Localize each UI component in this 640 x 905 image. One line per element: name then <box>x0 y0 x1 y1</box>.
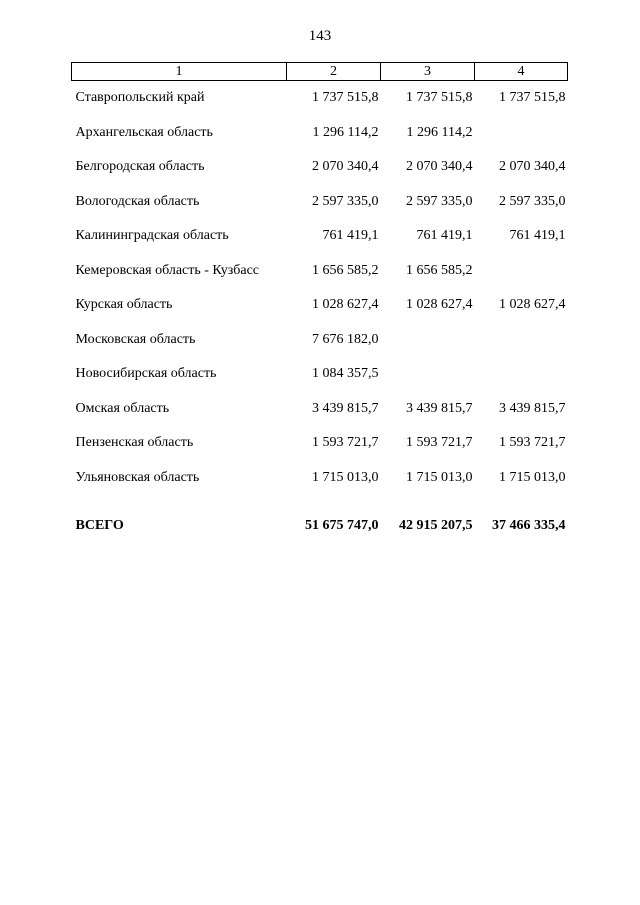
value-column-3: 1 028 627,4 <box>406 297 473 313</box>
value-column-2: 1 084 357,5 <box>312 366 379 382</box>
value-column-4 <box>475 323 568 358</box>
table-row <box>72 323 568 358</box>
header-row <box>72 63 568 81</box>
table-row <box>72 392 568 427</box>
value-column-4 <box>475 357 568 392</box>
budget-table <box>71 62 568 544</box>
value-column-4: 3 439 815,7 <box>499 400 566 416</box>
region-name: Архангельская область <box>75 124 213 140</box>
value-column-3: 2 070 340,4 <box>406 159 473 175</box>
value-column-3: 1 737 515,8 <box>406 90 473 106</box>
region-name: Вологодская область <box>75 193 200 209</box>
value-column-3: 1 656 585,2 <box>406 262 473 278</box>
value-column-4 <box>475 254 568 289</box>
value-column-3: 3 439 815,7 <box>406 400 473 416</box>
table-row <box>72 185 568 220</box>
table-row <box>72 150 568 185</box>
value-column-4: 1 715 013,0 <box>499 469 566 485</box>
value-column-2: 761 419,1 <box>322 228 379 244</box>
region-name: Кемеровская область - Кузбасс <box>75 262 260 278</box>
total-column-4: 37 466 335,4 <box>492 518 566 534</box>
region-name: Ульяновская область <box>75 469 200 485</box>
value-column-3: 1 296 114,2 <box>406 124 473 140</box>
value-column-3 <box>381 323 475 358</box>
value-column-2: 1 737 515,8 <box>312 90 379 106</box>
value-column-4 <box>475 116 568 151</box>
table-row <box>72 81 568 116</box>
region-name: Новосибирская область <box>75 366 217 382</box>
table-row <box>72 357 568 392</box>
table-body <box>72 81 568 544</box>
region-name: Ставропольский край <box>75 90 205 106</box>
value-column-2: 3 439 815,7 <box>312 400 379 416</box>
region-name: Калининградская область <box>75 228 229 244</box>
value-column-2: 1 715 013,0 <box>312 469 379 485</box>
value-column-3 <box>381 357 475 392</box>
table-header <box>72 63 568 81</box>
column-header-2: 2 <box>287 63 381 81</box>
region-name: Омская область <box>75 400 170 416</box>
table-row <box>72 288 568 323</box>
value-column-2: 1 656 585,2 <box>312 262 379 278</box>
value-column-4: 2 070 340,4 <box>499 159 566 175</box>
table-row <box>72 219 568 254</box>
page-number: 143 <box>308 28 332 44</box>
value-column-2: 1 028 627,4 <box>312 297 379 313</box>
region-name: Московская область <box>75 331 196 347</box>
column-header-1: 1 <box>72 63 287 81</box>
value-column-3: 1 593 721,7 <box>406 435 473 451</box>
region-name: Курская область <box>75 297 173 313</box>
region-name: Белгородская область <box>75 159 205 175</box>
spacer-cell <box>72 495 568 509</box>
total-column-3: 42 915 207,5 <box>399 518 473 534</box>
value-column-2: 2 597 335,0 <box>312 193 379 209</box>
table-row <box>72 254 568 289</box>
total-label: ВСЕГО <box>75 518 124 534</box>
column-header-3: 3 <box>381 63 475 81</box>
value-column-3: 2 597 335,0 <box>406 193 473 209</box>
value-column-3: 1 715 013,0 <box>406 469 473 485</box>
table-row <box>72 426 568 461</box>
spacer-row <box>72 495 568 509</box>
value-column-2: 1 593 721,7 <box>312 435 379 451</box>
value-column-2: 7 676 182,0 <box>312 331 379 347</box>
value-column-2: 1 296 114,2 <box>312 124 379 140</box>
value-column-4: 1 028 627,4 <box>499 297 566 313</box>
value-column-4: 1 737 515,8 <box>499 90 566 106</box>
column-header-4: 4 <box>475 63 568 81</box>
value-column-2: 2 070 340,4 <box>312 159 379 175</box>
total-column-2: 51 675 747,0 <box>305 518 379 534</box>
value-column-4: 761 419,1 <box>509 228 566 244</box>
value-column-4: 2 597 335,0 <box>499 193 566 209</box>
value-column-4: 1 593 721,7 <box>499 435 566 451</box>
table-row <box>72 461 568 496</box>
region-name: Пензенская область <box>75 435 194 451</box>
table-row <box>72 116 568 151</box>
value-column-3: 761 419,1 <box>416 228 473 244</box>
total-row <box>72 509 568 544</box>
